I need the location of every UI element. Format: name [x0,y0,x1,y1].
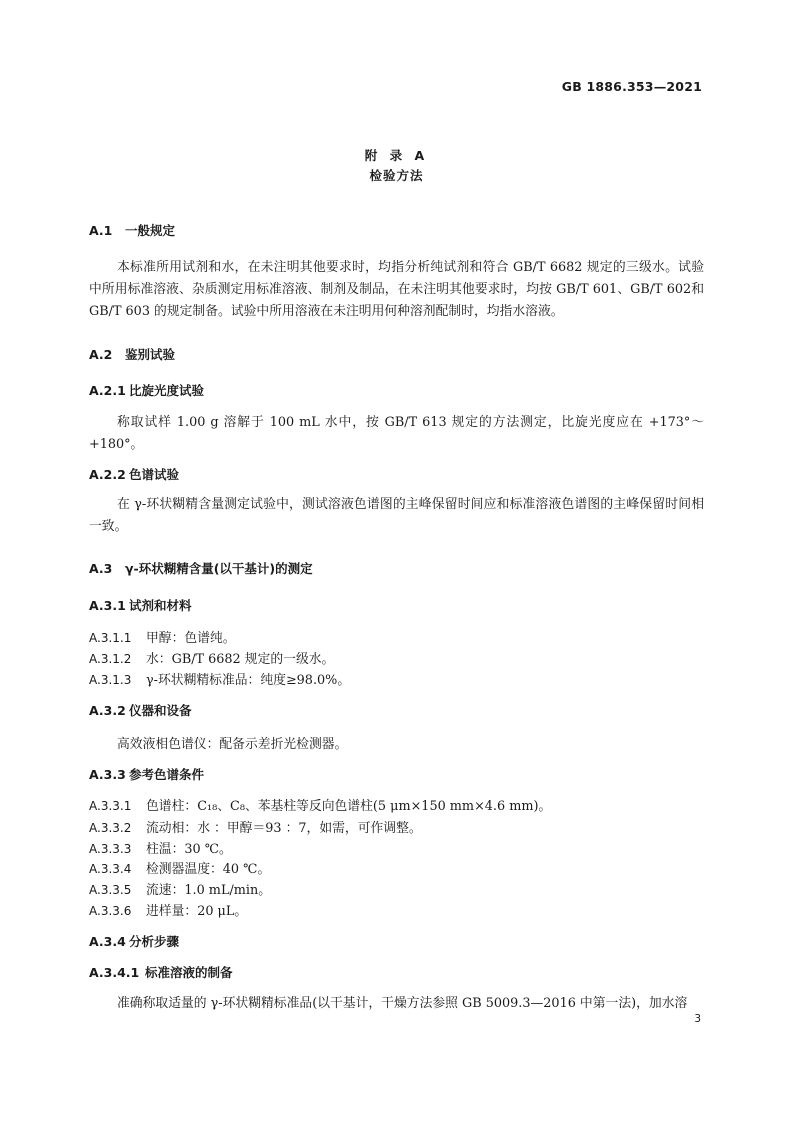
item-text: 柱温：30 ℃。 [146,842,232,857]
paragraph-a1: 本标准所用试剂和水，在未注明其他要求时，均指分析纯试剂和符合 GB/T 6682 规定的三级水。试验中所用标准溶液、杂质测定用标准溶液、制剂及制品，在未注明其他要求时，均按 GB/T 601、GB/T 602和 GB/T 603 的规定制备。试验中所用溶液在未注明用何种溶剂配制时，均指水溶液。 [89,260,704,319]
heading-a2-1 [89,381,204,399]
list-item [89,648,334,667]
item-text: 流速：1.0 mL/min。 [146,883,272,898]
standard-number: GB 1886.353—2021 [561,79,702,94]
heading-text: 分析步骤 [129,934,180,949]
paragraph-a2-2: 在 γ-环状糊精含量测定试验中，测试溶液色谱图的主峰保留时间应和标准溶液色谱图的主峰保留时间相一致。 [89,497,704,534]
item-text: 水：GB/T 6682 规定的一级水。 [146,652,335,667]
paragraph-a2-1: 称取试样 1.00 g 溶解于 100 mL 水中，按 GB/T 613 规定的方法测定，比旋光度应在 +173°～+180°。 [89,415,704,452]
heading-number: A.2.2 [89,467,126,482]
heading-a3 [89,559,313,577]
list-item [89,879,271,898]
heading-number: A.3.1 [89,598,126,613]
item-number: A.3.3.2 [89,821,132,835]
heading-number: A.3 [89,561,113,576]
list-item [89,817,422,836]
heading-text: 比旋光度试验 [129,383,205,398]
item-text: 检测器温度：40 ℃。 [146,862,271,877]
item-number: A.3.3.1 [89,799,132,813]
item-number: A.3.1.3 [89,673,132,687]
heading-a3-2 [89,701,192,719]
annex-title: 附 录 A [364,148,429,163]
heading-text: 标准溶液的制备 [145,965,233,980]
item-text: 流动相：水 ：甲醇＝93 ：7，如需，可作调整。 [146,821,422,836]
page-number: 3 [694,1013,701,1025]
list-item [89,627,236,646]
annex-subtitle: 检验方法 [369,168,424,183]
heading-text: 参考色谱条件 [129,767,205,782]
list-item [89,795,551,814]
heading-number: A.1 [89,223,113,238]
heading-text: γ-环状糊精含量(以干基计)的测定 [125,561,313,576]
item-text: 甲醇：色谱纯。 [146,631,236,646]
paragraph-a3-2: 高效液相色谱仪：配备示差折光检测器。 [117,737,348,752]
list-item [89,838,232,857]
heading-number: A.3.4 [89,934,126,949]
heading-a3-4 [89,932,179,950]
heading-a1 [89,221,175,239]
heading-text: 鉴别试验 [125,347,176,362]
item-text: 色谱柱：C₁₈、C₈、苯基柱等反向色谱柱(5 μm×150 mm×4.6 mm)。 [146,799,552,814]
heading-number: A.2 [89,347,113,362]
item-number: A.3.1.1 [89,631,132,645]
list-item [89,858,270,877]
heading-text: 一般规定 [125,223,176,238]
heading-text: 试剂和材料 [129,598,192,613]
heading-text: 色谱试验 [129,467,180,482]
heading-a3-1 [89,596,192,614]
list-item [89,900,247,919]
heading-number: A.3.2 [89,703,126,718]
list-item [89,669,350,688]
heading-number: A.3.4.1 [89,965,140,980]
item-number: A.3.3.4 [89,862,132,876]
heading-number: A.3.3 [89,767,126,782]
item-number: A.3.3.3 [89,842,132,856]
item-text: γ-环状糊精标准品：纯度≥98.0%。 [146,673,351,688]
paragraph-a3-4-1: 准确称取适量的 γ-环状糊精标准品(以干基计，干燥方法参照 GB 5009.3—2016 中第一法)，加水溶 [117,996,688,1011]
item-number: A.3.3.6 [89,904,132,918]
heading-a2-2 [89,465,179,483]
heading-a3-3 [89,765,204,783]
item-number: A.3.3.5 [89,883,132,897]
item-text: 进样量：20 μL。 [146,904,248,919]
item-number: A.3.1.2 [89,652,132,666]
heading-a2 [89,345,175,363]
heading-text: 仪器和设备 [129,703,192,718]
heading-number: A.2.1 [89,383,126,398]
heading-a3-4-1 [89,963,233,981]
